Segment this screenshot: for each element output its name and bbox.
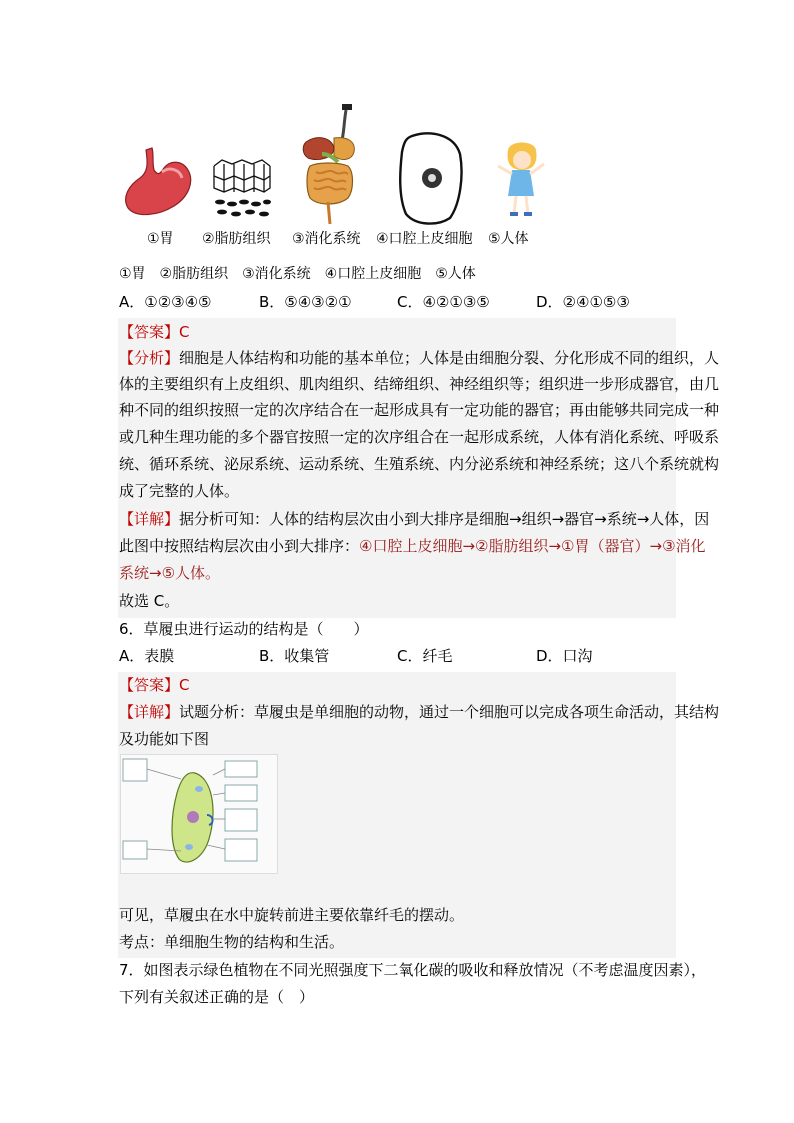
q5-option-a: A．①②③④⑤ (119, 293, 212, 311)
detail-label: 【详解】 (119, 510, 180, 528)
q6-kaodian: 考点：单细胞生物的结构和生活。 (119, 933, 345, 951)
q5-items-line: ①胃 ②脂肪组织 ③消化系统 ④口腔上皮细胞 ⑤人体 (119, 266, 476, 282)
figure-caption-1: ①胃 (147, 231, 174, 247)
q5-option-b: B．⑤④③②① (259, 293, 352, 311)
q5-option-c: C．④②①③⑤ (397, 293, 490, 311)
human-body-image (494, 140, 548, 222)
q5-analysis-line-6: 成了完整的人体。 (119, 482, 240, 500)
figure-caption-2: ②脂肪组织 (202, 231, 271, 247)
paramecium-illustration (121, 755, 277, 873)
q5-analysis-line-3: 种不同的组织按照一定的次序结合在一起形成具有一定功能的器官；再由能够共同完成一种 (119, 401, 720, 419)
q5-analysis-line-1 (119, 348, 719, 368)
answer-label: 【答案】 (119, 676, 180, 694)
q6-option-d: D．口沟 (536, 647, 593, 665)
digestive-system-image (298, 102, 362, 228)
q5-answer (119, 322, 190, 342)
detail-text: 试题分析：草履虫是单细胞的动物，通过一个细胞可以完成各项生命活动，其结构 (179, 703, 720, 721)
q7-stem-line-2: 下列有关叙述正确的是（ ） (119, 988, 315, 1006)
q6-stem: 6．草履虫进行运动的结构是（ ） (119, 620, 369, 638)
answer-value: C (179, 323, 190, 341)
q6-option-c: C．纤毛 (397, 647, 453, 665)
q5-analysis-line-5: 统、循环系统、泌尿系统、运动系统、生殖系统、内分泌系统和神经系统；这八个系统就构 (119, 455, 720, 473)
detail-text-red: ④口腔上皮细胞→②脂肪组织→①胃（器官）→③消化 (359, 537, 706, 555)
fat-tissue-image (212, 158, 272, 220)
q5-conclusion: 故选 C。 (119, 592, 180, 610)
detail-text: 据分析可知：人体的结构层次由小到大排序是细胞→组织→器官→系统→人体，因 (179, 510, 710, 528)
detail-label: 【详解】 (119, 703, 180, 721)
q5-analysis-line-4: 或几种生理功能的多个器官按照一定的次序组合在一起形成系统，人体有消化系统、呼吸系 (119, 428, 720, 446)
answer-value: C (179, 676, 190, 694)
q6-option-a: A．表膜 (119, 647, 175, 665)
q5-detail-line-3: 系统→⑤人体。 (119, 564, 221, 582)
q6-option-b: B．收集管 (259, 647, 330, 665)
q6-after-line: 可见，草履虫在水中旋转前进主要依靠纤毛的摆动。 (119, 906, 465, 924)
q5-detail-line-1 (119, 509, 709, 529)
q6-detail-line-1 (119, 702, 719, 722)
figure-caption-5: ⑤人体 (488, 231, 529, 247)
detail-text-black: 此图中按照结构层次由小到大排序： (119, 537, 360, 555)
q6-detail-line-2: 及功能如下图 (119, 730, 210, 748)
stomach-image (118, 146, 196, 218)
q5-analysis-line-2: 体的主要组织有上皮组织、肌肉组织、结缔组织、神经组织等；组织进一步形成器官，由几 (119, 375, 720, 393)
q5-detail-line-2 (119, 536, 706, 556)
q7-stem-line-1: 7．如图表示绿色植物在不同光照强度下二氧化碳的吸收和释放情况（不考虑温度因素）， (119, 961, 707, 979)
analysis-label: 【分析】 (119, 349, 180, 367)
figure-caption-3: ③消化系统 (292, 231, 361, 247)
analysis-text: 细胞是人体结构和功能的基本单位；人体是由细胞分裂、分化形成不同的组织，人 (179, 349, 720, 367)
answer-label: 【答案】 (119, 323, 180, 341)
figure-caption-4: ④口腔上皮细胞 (376, 231, 473, 247)
paramecium-diagram (120, 754, 278, 874)
epithelial-cell-image (398, 130, 464, 226)
q6-answer (119, 675, 190, 695)
q5-option-d: D．②④①⑤③ (536, 293, 630, 311)
